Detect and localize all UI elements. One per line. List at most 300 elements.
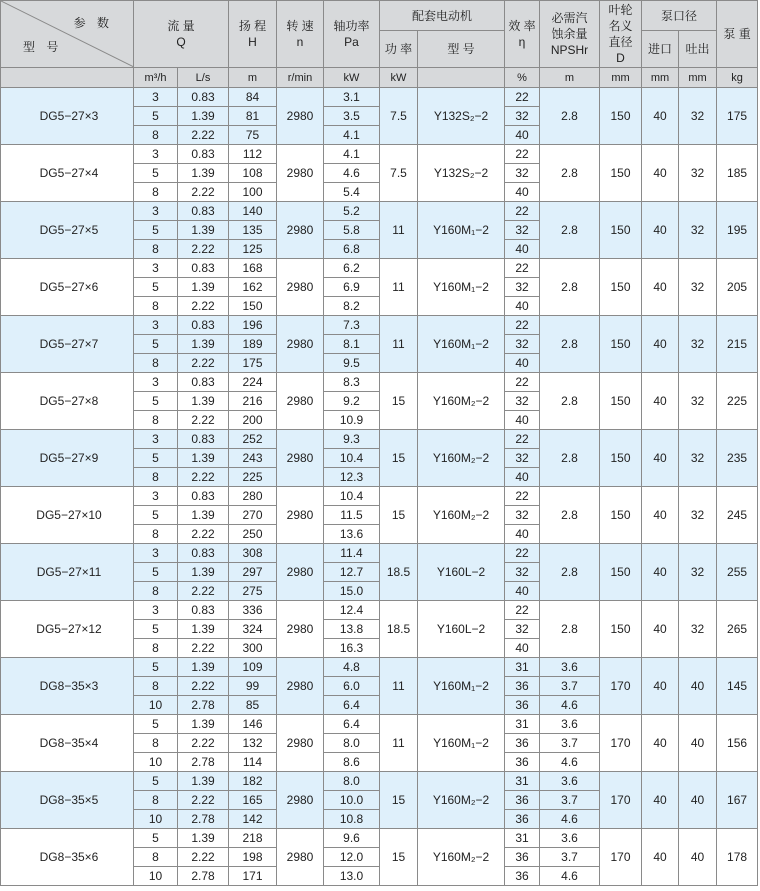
flow-ls-cell: 0.83 [178, 145, 229, 164]
inlet-cell: 40 [642, 829, 679, 886]
efficiency-cell: 40 [505, 639, 540, 658]
weight-cell: 167 [717, 772, 758, 829]
shaft-power-cell: 12.0 [324, 848, 380, 867]
pump-group [1, 259, 758, 316]
npsh-cell: 4.6 [540, 696, 600, 715]
flow-ls-cell: 1.39 [178, 563, 229, 582]
shaft-power-cell: 16.3 [324, 639, 380, 658]
flow-ls-cell: 0.83 [178, 430, 229, 449]
shaft-power-cell: 12.7 [324, 563, 380, 582]
flow-ls-cell: 1.39 [178, 278, 229, 297]
shaft-power-symbol: Pa [344, 35, 359, 49]
flow-ls-cell: 1.39 [178, 335, 229, 354]
efficiency-cell: 22 [505, 259, 540, 278]
table-row [1, 145, 758, 164]
pump-group [1, 88, 758, 145]
motor-model-cell: Y160M₁−2 [418, 316, 505, 373]
efficiency-cell: 40 [505, 183, 540, 202]
table-row [1, 316, 758, 335]
shaft-power-cell: 10.4 [324, 449, 380, 468]
model-cell: DG8−35×6 [1, 829, 134, 886]
table-row [1, 658, 758, 677]
unit-shaft-power: kW [324, 68, 380, 88]
efficiency-cell: 36 [505, 677, 540, 696]
flow-m3h-cell: 5 [134, 620, 178, 639]
impeller-header [600, 1, 642, 68]
model-cell: DG8−35×4 [1, 715, 134, 772]
weight-header: 泵 重 [717, 1, 758, 68]
flow-ls-cell: 2.22 [178, 411, 229, 430]
shaft-power-cell: 3.1 [324, 88, 380, 107]
inlet-cell: 40 [642, 88, 679, 145]
head-cell: 270 [229, 506, 277, 525]
corner-param-label: 参 数 [73, 16, 113, 30]
npsh-line1: 必需汽 [551, 11, 588, 25]
speed-cell: 2980 [277, 715, 324, 772]
motor-power-cell: 11 [380, 658, 418, 715]
head-cell: 108 [229, 164, 277, 183]
npsh-cell: 3.7 [540, 791, 600, 810]
head-symbol: H [248, 35, 257, 49]
impeller-cell: 170 [600, 772, 642, 829]
speed-cell: 2980 [277, 601, 324, 658]
outlet-cell: 32 [679, 202, 717, 259]
motor-power-cell: 18.5 [380, 544, 418, 601]
npsh-cell: 2.8 [540, 430, 600, 487]
efficiency-cell: 32 [505, 506, 540, 525]
head-cell: 112 [229, 145, 277, 164]
motor-model-cell: Y160M₂−2 [418, 487, 505, 544]
inlet-cell: 40 [642, 430, 679, 487]
head-cell: 146 [229, 715, 277, 734]
speed-cell: 2980 [277, 658, 324, 715]
flow-ls-cell: 0.83 [178, 373, 229, 392]
npsh-cell: 4.6 [540, 810, 600, 829]
efficiency-cell: 22 [505, 202, 540, 221]
model-cell: DG5−27×4 [1, 145, 134, 202]
flow-m3h-cell: 8 [134, 791, 178, 810]
npsh-cell: 2.8 [540, 316, 600, 373]
outlet-cell: 32 [679, 487, 717, 544]
efficiency-cell: 32 [505, 335, 540, 354]
flow-m3h-cell: 8 [134, 639, 178, 658]
motor-power-cell: 11 [380, 715, 418, 772]
head-cell: 162 [229, 278, 277, 297]
flow-ls-cell: 1.39 [178, 715, 229, 734]
pump-group [1, 601, 758, 658]
head-header [229, 1, 277, 68]
inlet-cell: 40 [642, 202, 679, 259]
shaft-power-cell: 12.4 [324, 601, 380, 620]
model-cell: DG8−35×5 [1, 772, 134, 829]
efficiency-cell: 22 [505, 430, 540, 449]
head-cell: 85 [229, 696, 277, 715]
model-cell: DG5−27×3 [1, 88, 134, 145]
motor-power-cell: 11 [380, 316, 418, 373]
flow-ls-cell: 1.39 [178, 506, 229, 525]
speed-header [277, 1, 324, 68]
flow-ls-cell: 0.83 [178, 601, 229, 620]
pump-group [1, 544, 758, 601]
efficiency-cell: 36 [505, 734, 540, 753]
flow-header [134, 1, 229, 68]
impeller-line2: 名义 [608, 19, 633, 33]
flow-ls-cell: 1.39 [178, 107, 229, 126]
flow-ls-cell: 1.39 [178, 392, 229, 411]
speed-cell: 2980 [277, 259, 324, 316]
flow-m3h-cell: 8 [134, 468, 178, 487]
shaft-power-cell: 11.5 [324, 506, 380, 525]
motor-power-cell: 11 [380, 259, 418, 316]
unit-flow-ls: L/s [178, 68, 229, 88]
pump-group [1, 487, 758, 544]
efficiency-cell: 31 [505, 715, 540, 734]
head-cell: 252 [229, 430, 277, 449]
flow-ls-cell: 0.83 [178, 259, 229, 278]
head-cell: 280 [229, 487, 277, 506]
shaft-power-cell: 8.0 [324, 772, 380, 791]
flow-m3h-cell: 5 [134, 164, 178, 183]
flow-m3h-cell: 8 [134, 411, 178, 430]
motor-power-cell: 15 [380, 772, 418, 829]
flow-m3h-cell: 10 [134, 696, 178, 715]
table-row [1, 487, 758, 506]
efficiency-cell: 40 [505, 126, 540, 145]
shaft-power-cell: 6.4 [324, 715, 380, 734]
efficiency-cell: 31 [505, 658, 540, 677]
impeller-cell: 150 [600, 316, 642, 373]
table-row [1, 601, 758, 620]
flow-m3h-cell: 8 [134, 734, 178, 753]
motor-power-cell: 7.5 [380, 88, 418, 145]
flow-title: 流 量 [167, 19, 195, 33]
table-row [1, 259, 758, 278]
head-cell: 142 [229, 810, 277, 829]
npsh-cell: 3.7 [540, 734, 600, 753]
flow-m3h-cell: 5 [134, 335, 178, 354]
motor-model-cell: Y160L−2 [418, 544, 505, 601]
weight-cell: 195 [717, 202, 758, 259]
efficiency-cell: 32 [505, 221, 540, 240]
impeller-line1: 叶轮 [608, 3, 633, 17]
shaft-power-cell: 10.8 [324, 810, 380, 829]
inlet-cell: 40 [642, 373, 679, 430]
unit-motor-model [418, 68, 505, 88]
motor-power-cell: 15 [380, 487, 418, 544]
corner-diagonal-line [1, 1, 134, 67]
flow-ls-cell: 2.22 [178, 183, 229, 202]
flow-m3h-cell: 8 [134, 240, 178, 259]
model-cell: DG5−27×12 [1, 601, 134, 658]
head-title: 扬 程 [238, 19, 267, 33]
speed-cell: 2980 [277, 829, 324, 886]
head-cell: 300 [229, 639, 277, 658]
flow-ls-cell: 2.22 [178, 639, 229, 658]
flow-m3h-cell: 3 [134, 88, 178, 107]
outlet-header: 吐出 [679, 31, 717, 68]
pump-group [1, 430, 758, 487]
shaft-power-cell: 6.8 [324, 240, 380, 259]
weight-cell: 185 [717, 145, 758, 202]
head-cell: 114 [229, 753, 277, 772]
flow-m3h-cell: 5 [134, 829, 178, 848]
speed-cell: 2980 [277, 544, 324, 601]
shaft-power-cell: 8.0 [324, 734, 380, 753]
head-cell: 336 [229, 601, 277, 620]
flow-m3h-cell: 3 [134, 487, 178, 506]
model-cell: DG5−27×6 [1, 259, 134, 316]
efficiency-header [505, 1, 540, 68]
shaft-power-cell: 8.2 [324, 297, 380, 316]
flow-m3h-cell: 5 [134, 221, 178, 240]
motor-power-cell: 18.5 [380, 601, 418, 658]
impeller-cell: 150 [600, 487, 642, 544]
npsh-cell: 2.8 [540, 544, 600, 601]
npsh-cell: 2.8 [540, 145, 600, 202]
speed-symbol: n [296, 35, 304, 49]
impeller-cell: 150 [600, 202, 642, 259]
head-cell: 100 [229, 183, 277, 202]
shaft-power-cell: 8.6 [324, 753, 380, 772]
flow-m3h-cell: 10 [134, 810, 178, 829]
efficiency-cell: 22 [505, 601, 540, 620]
flow-m3h-cell: 5 [134, 107, 178, 126]
table-header [1, 1, 758, 88]
flow-m3h-cell: 5 [134, 563, 178, 582]
motor-model-cell: Y160M₂−2 [418, 772, 505, 829]
head-cell: 135 [229, 221, 277, 240]
shaft-power-title: 轴功率 [333, 19, 370, 33]
inlet-cell: 40 [642, 145, 679, 202]
npsh-cell: 4.6 [540, 753, 600, 772]
motor-model-cell: Y160M₂−2 [418, 829, 505, 886]
npsh-cell: 2.8 [540, 202, 600, 259]
outlet-cell: 40 [679, 715, 717, 772]
flow-m3h-cell: 8 [134, 677, 178, 696]
shaft-power-cell: 7.3 [324, 316, 380, 335]
flow-ls-cell: 2.22 [178, 468, 229, 487]
head-cell: 140 [229, 202, 277, 221]
weight-cell: 235 [717, 430, 758, 487]
efficiency-cell: 36 [505, 867, 540, 886]
flow-m3h-cell: 3 [134, 259, 178, 278]
pump-group [1, 202, 758, 259]
unit-outlet: mm [679, 68, 717, 88]
table-row [1, 202, 758, 221]
impeller-cell: 150 [600, 373, 642, 430]
model-cell: DG5−27×8 [1, 373, 134, 430]
table-row [1, 544, 758, 563]
shaft-power-cell: 6.2 [324, 259, 380, 278]
efficiency-cell: 22 [505, 373, 540, 392]
head-cell: 243 [229, 449, 277, 468]
flow-symbol: Q [176, 35, 186, 49]
flow-m3h-cell: 3 [134, 373, 178, 392]
npsh-cell: 2.8 [540, 88, 600, 145]
inlet-cell: 40 [642, 316, 679, 373]
flow-ls-cell: 1.39 [178, 449, 229, 468]
unit-efficiency: % [505, 68, 540, 88]
efficiency-cell: 36 [505, 791, 540, 810]
efficiency-cell: 32 [505, 164, 540, 183]
npsh-cell: 3.7 [540, 848, 600, 867]
outlet-cell: 32 [679, 316, 717, 373]
flow-ls-cell: 2.22 [178, 582, 229, 601]
shaft-power-cell: 5.8 [324, 221, 380, 240]
motor-model-cell: Y160L−2 [418, 601, 505, 658]
head-cell: 75 [229, 126, 277, 145]
head-cell: 84 [229, 88, 277, 107]
inlet-header: 进口 [642, 31, 679, 68]
flow-m3h-cell: 8 [134, 848, 178, 867]
npsh-line2: 蚀余量 [551, 27, 588, 41]
npsh-cell: 2.8 [540, 601, 600, 658]
head-cell: 275 [229, 582, 277, 601]
flow-ls-cell: 2.22 [178, 791, 229, 810]
head-cell: 150 [229, 297, 277, 316]
outlet-cell: 40 [679, 829, 717, 886]
impeller-cell: 150 [600, 259, 642, 316]
shaft-power-cell: 11.4 [324, 544, 380, 563]
inlet-cell: 40 [642, 658, 679, 715]
shaft-power-cell: 6.4 [324, 696, 380, 715]
flow-m3h-cell: 10 [134, 753, 178, 772]
head-cell: 125 [229, 240, 277, 259]
flow-ls-cell: 2.22 [178, 126, 229, 145]
efficiency-cell: 36 [505, 810, 540, 829]
efficiency-cell: 40 [505, 468, 540, 487]
outlet-cell: 32 [679, 601, 717, 658]
flow-m3h-cell: 3 [134, 601, 178, 620]
impeller-cell: 150 [600, 88, 642, 145]
head-cell: 198 [229, 848, 277, 867]
shaft-power-cell: 6.0 [324, 677, 380, 696]
shaft-power-cell: 13.0 [324, 867, 380, 886]
motor-model-cell: Y132S₂−2 [418, 88, 505, 145]
flow-m3h-cell: 5 [134, 278, 178, 297]
speed-title: 转 速 [286, 19, 314, 33]
flow-m3h-cell: 5 [134, 715, 178, 734]
port-header: 泵口径 [642, 1, 717, 31]
weight-cell: 175 [717, 88, 758, 145]
head-cell: 182 [229, 772, 277, 791]
motor-model-cell: Y160M₂−2 [418, 430, 505, 487]
motor-model-cell: Y160M₁−2 [418, 658, 505, 715]
unit-motor-power: kW [380, 68, 418, 88]
model-cell: DG5−27×5 [1, 202, 134, 259]
npsh-cell: 3.6 [540, 658, 600, 677]
shaft-power-cell: 4.8 [324, 658, 380, 677]
head-cell: 308 [229, 544, 277, 563]
shaft-power-cell: 13.6 [324, 525, 380, 544]
weight-cell: 225 [717, 373, 758, 430]
flow-m3h-cell: 5 [134, 772, 178, 791]
motor-power-cell: 7.5 [380, 145, 418, 202]
flow-ls-cell: 0.83 [178, 487, 229, 506]
head-cell: 175 [229, 354, 277, 373]
efficiency-cell: 32 [505, 107, 540, 126]
speed-cell: 2980 [277, 202, 324, 259]
motor-header: 配套电动机 [380, 1, 505, 31]
impeller-cell: 150 [600, 544, 642, 601]
efficiency-cell: 36 [505, 696, 540, 715]
speed-cell: 2980 [277, 430, 324, 487]
shaft-power-cell: 4.1 [324, 145, 380, 164]
outlet-cell: 32 [679, 373, 717, 430]
corner-header-cell [1, 1, 134, 68]
efficiency-cell: 32 [505, 563, 540, 582]
flow-m3h-cell: 3 [134, 202, 178, 221]
npsh-header [540, 1, 600, 68]
flow-ls-cell: 2.78 [178, 753, 229, 772]
weight-cell: 205 [717, 259, 758, 316]
flow-ls-cell: 0.83 [178, 202, 229, 221]
flow-ls-cell: 0.83 [178, 544, 229, 563]
speed-cell: 2980 [277, 145, 324, 202]
speed-cell: 2980 [277, 772, 324, 829]
outlet-cell: 32 [679, 259, 717, 316]
weight-cell: 265 [717, 601, 758, 658]
inlet-cell: 40 [642, 772, 679, 829]
unit-flow-m3h: m³/h [134, 68, 178, 88]
efficiency-cell: 32 [505, 278, 540, 297]
shaft-power-cell: 10.4 [324, 487, 380, 506]
flow-ls-cell: 2.22 [178, 848, 229, 867]
flow-ls-cell: 2.22 [178, 240, 229, 259]
efficiency-title: 效 率 [508, 19, 536, 33]
flow-ls-cell: 1.39 [178, 772, 229, 791]
motor-model-cell: Y160M₂−2 [418, 373, 505, 430]
efficiency-cell: 40 [505, 297, 540, 316]
head-cell: 109 [229, 658, 277, 677]
efficiency-cell: 40 [505, 240, 540, 259]
flow-m3h-cell: 3 [134, 544, 178, 563]
table-row [1, 430, 758, 449]
model-cell: DG8−35×3 [1, 658, 134, 715]
pump-group [1, 715, 758, 772]
flow-ls-cell: 1.39 [178, 658, 229, 677]
flow-ls-cell: 1.39 [178, 164, 229, 183]
motor-power-cell: 15 [380, 829, 418, 886]
flow-m3h-cell: 8 [134, 525, 178, 544]
table-row [1, 88, 758, 107]
flow-ls-cell: 0.83 [178, 316, 229, 335]
pump-group [1, 658, 758, 715]
outlet-cell: 32 [679, 88, 717, 145]
shaft-power-header [324, 1, 380, 68]
efficiency-cell: 40 [505, 582, 540, 601]
efficiency-cell: 32 [505, 392, 540, 411]
unit-head: m [229, 68, 277, 88]
motor-power-header: 功 率 [380, 31, 418, 68]
shaft-power-cell: 9.5 [324, 354, 380, 373]
efficiency-cell: 36 [505, 848, 540, 867]
flow-ls-cell: 2.78 [178, 810, 229, 829]
motor-model-cell: Y160M₁−2 [418, 202, 505, 259]
shaft-power-cell: 4.1 [324, 126, 380, 145]
motor-model-cell: Y160M₁−2 [418, 259, 505, 316]
impeller-cell: 150 [600, 145, 642, 202]
inlet-cell: 40 [642, 487, 679, 544]
efficiency-cell: 40 [505, 354, 540, 373]
shaft-power-cell: 5.2 [324, 202, 380, 221]
flow-m3h-cell: 5 [134, 506, 178, 525]
flow-ls-cell: 2.22 [178, 734, 229, 753]
npsh-cell: 3.6 [540, 715, 600, 734]
table-row [1, 772, 758, 791]
shaft-power-cell: 15.0 [324, 582, 380, 601]
impeller-cell: 150 [600, 430, 642, 487]
